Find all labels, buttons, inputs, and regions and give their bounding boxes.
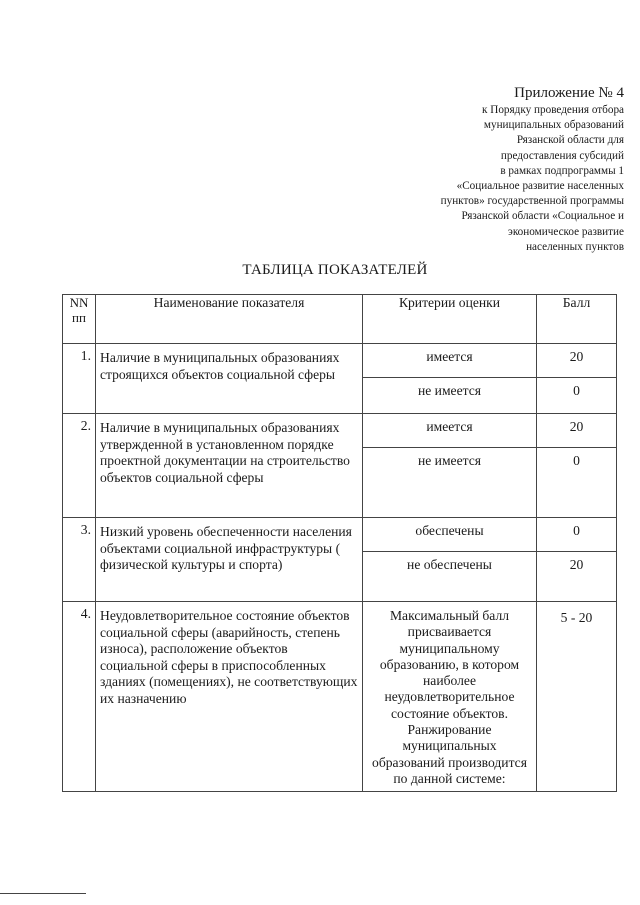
criterion-label: не имеется (363, 448, 537, 518)
criterion-label: обеспечены (363, 518, 537, 552)
indicator-name: Наличие в муниципальных образованиях строящихся объектов социальной сферы (96, 344, 363, 414)
criterion-label: имеется (363, 414, 537, 448)
indicator-name: Низкий уровень обеспеченности населения объектами социальной инфраструктуры ( физической культуры и спорта) (96, 518, 363, 602)
appendix-line: Рязанской области «Социальное и (461, 210, 624, 223)
table-row (63, 344, 617, 378)
header-score: Балл (537, 295, 617, 344)
appendix-line: «Социальное развитие населенных (456, 180, 624, 193)
table-header-row (63, 295, 617, 344)
appendix-line: Рязанской области для (516, 134, 624, 147)
row-number: 3. (63, 518, 96, 602)
header-number (63, 295, 96, 344)
criterion-score: 0 (537, 518, 617, 552)
criterion-score: 0 (537, 448, 617, 518)
appendix-line: пунктов» государственной программы (440, 195, 624, 208)
header-number-line2: пп (72, 310, 86, 325)
document-title: ТАБЛИЦА ПОКАЗАТЕЛЕЙ (242, 262, 428, 278)
criterion-label: имеется (363, 344, 537, 378)
criterion-score: 20 (537, 552, 617, 602)
header-criteria: Критерии оценки (363, 295, 537, 344)
criterion-label: не обеспечены (363, 552, 537, 602)
criterion-score: 0 (537, 378, 617, 414)
criterion-score: 5 - 20 (537, 602, 617, 792)
header-name: Наименование показателя (96, 295, 363, 344)
appendix-line: муниципальных образований (483, 119, 624, 132)
indicator-name: Наличие в муниципальных образованиях утвержденной в установленном порядке проектной документации на строительство объектов социальной сферы (96, 414, 363, 518)
table-row (63, 414, 617, 448)
appendix-title: Приложение № 4 (514, 85, 624, 101)
criterion-label: не имеется (363, 378, 537, 414)
appendix-line: экономическое развитие (508, 225, 624, 238)
indicator-name: Неудовлетворительное состояние объектов социальной сферы (аварийность, степень износа), расположение объектов социальной сферы в приспособленных зданиях (помещениях), не соответствующих их назначению (96, 602, 363, 792)
indicators-table (62, 294, 617, 792)
appendix-line: населенных пунктов (526, 240, 624, 253)
appendix-line: предоставления субсидий (500, 149, 624, 162)
table-row (63, 602, 617, 792)
row-number: 2. (63, 414, 96, 518)
criterion-score: 20 (537, 414, 617, 448)
header-number-line1: NN (69, 295, 89, 310)
appendix-line: в рамках подпрограммы 1 (500, 164, 624, 177)
table-row (63, 518, 617, 552)
row-number: 4. (63, 602, 96, 792)
criterion-description: Максимальный балл присваивается муниципальному образованию, в котором наиболее неудовлетворительное состояние объектов. Ранжирование муниципальных образований производится по данной системе: (363, 602, 537, 792)
appendix-header (364, 84, 624, 255)
appendix-line: к Порядку проведения отбора (482, 104, 624, 116)
criterion-score: 20 (537, 344, 617, 378)
footer-divider (0, 893, 86, 894)
row-number: 1. (63, 344, 96, 414)
